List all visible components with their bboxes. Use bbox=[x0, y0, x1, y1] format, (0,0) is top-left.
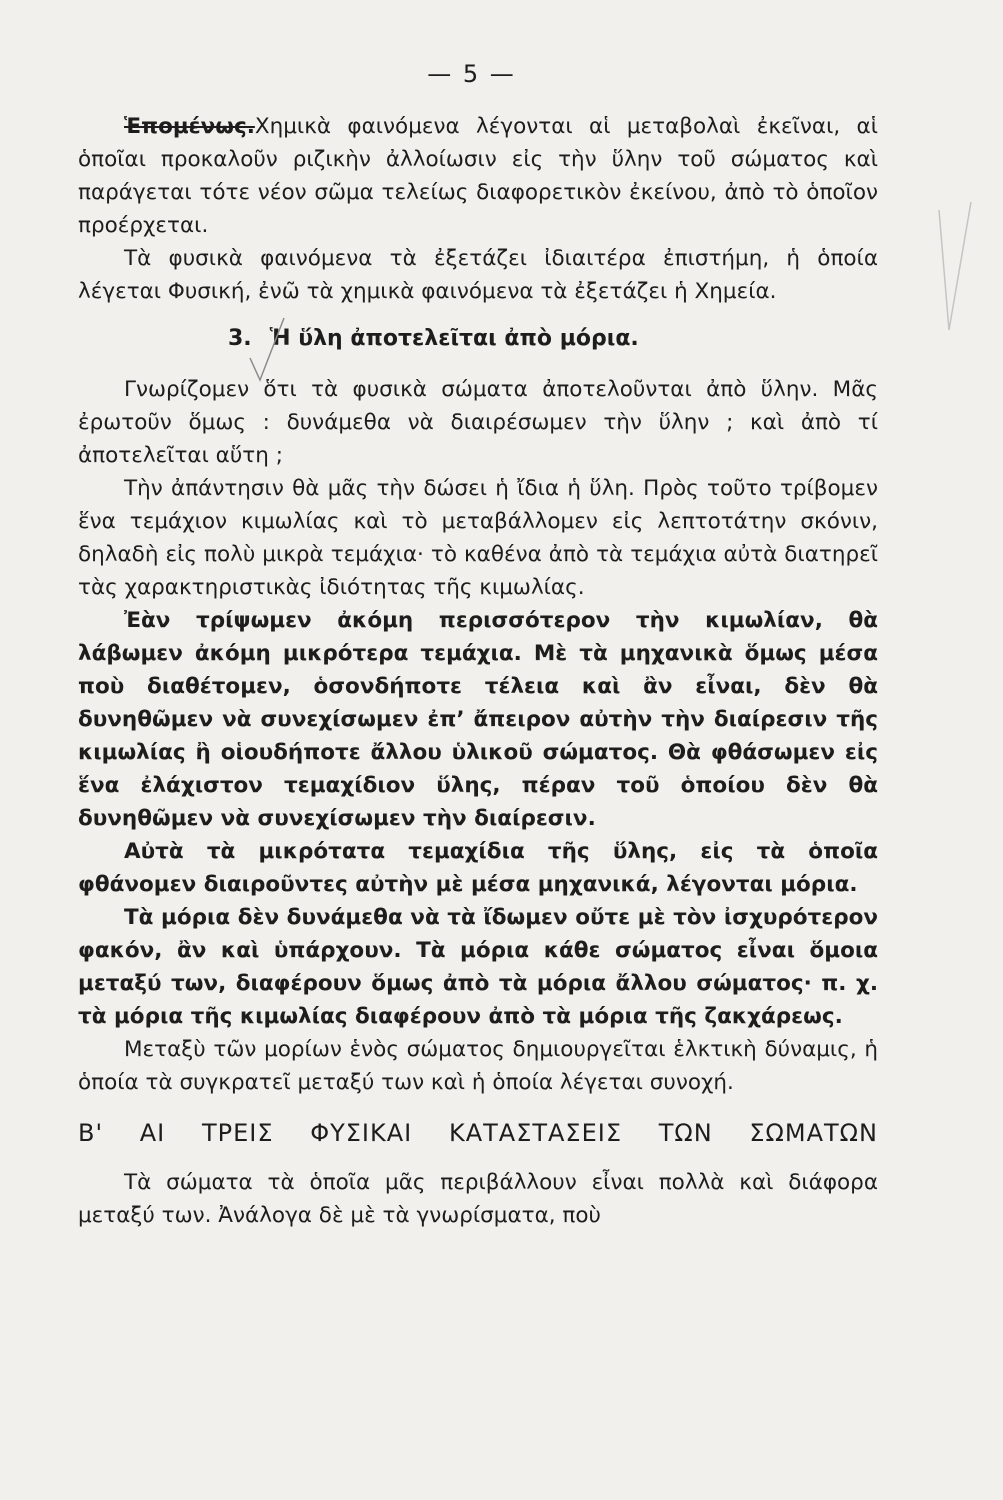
paragraph-molecules-properties: Τὰ μόρια δὲν δυνάμεθα νὰ τὰ ἴδωμεν οὔτε μὲ τὸν ἰσχυρότερον φακόν, ἂν καὶ ὑπάρχουν. Τὰ μόρια κάθε σώματος εἶναι ὅμοια μεταξύ των, διαφέρουν ὅμως ἀπὸ τὰ μόρια ἄλλου σώματος· π. χ. τὰ μόρια τῆς κιμωλίας διαφέρουν ἀπὸ τὰ μόρια τῆς ζακχάρεως. bbox=[78, 905, 878, 1029]
lead-word: Ἑπομένως. bbox=[124, 114, 255, 139]
part-heading-word: Β' bbox=[78, 1119, 104, 1147]
paragraph-chalk-experiment: Τὴν ἀπάντησιν θὰ μᾶς τὴν δώσει ἡ ἴδια ἡ ὕλη. Πρὸς τοῦτο τρίβομεν ἕνα τεμάχιον κιμωλίας καὶ τὸ μεταβάλλομεν εἰς λεπτοτάτην σκόνιν, δηλαδὴ εἰς πολὺ μικρὰ τεμάχια· τὸ καθένα ἀπὸ τὰ τεμάχια αὐτὰ διατηρεῖ τὰς χαρακτηριστικὰς ἰδιότητας τῆς κιμωλίας. bbox=[78, 476, 878, 600]
pencil-checkmark-icon bbox=[248, 314, 288, 384]
part-heading-word: ΤΡΕΙΣ bbox=[201, 1119, 274, 1147]
section-title: Ἡ ὕλη ἀποτελεῖται ἀπὸ μόρια. bbox=[269, 326, 639, 351]
paragraph-chemical-phenomena bbox=[78, 110, 878, 242]
paragraph-physics-chemistry: Τὰ φυσικὰ φαινόμενα τὰ ἐξετάζει ἰδιαιτέρα ἐπιστήμη, ἡ ὁποία λέγεται Φυσική, ἐνῶ τὰ χημικὰ φαινόμενα τὰ ἐξετάζει ἡ Χημεία. bbox=[78, 246, 878, 304]
section-number: 3. bbox=[228, 326, 252, 351]
section-heading bbox=[78, 322, 878, 355]
part-heading bbox=[78, 1117, 878, 1150]
paragraph-molecules-definition: Αὐτὰ τὰ μικρότατα τεμαχίδια τῆς ὕλης, εἰς τὰ ὁποῖα φθάνομεν διαιροῦντες αὐτὴν μὲ μέσα μηχανικά, λέγονται μόρια. bbox=[78, 839, 878, 897]
part-heading-word: ΤΩΝ bbox=[658, 1119, 713, 1147]
part-heading-word: ΑΙ bbox=[139, 1119, 166, 1147]
page-number: — 5 — bbox=[427, 60, 516, 88]
margin-pencil-mark-icon bbox=[935, 200, 975, 350]
part-heading-word: ΣΩΜΑΤΩΝ bbox=[749, 1119, 878, 1147]
paragraph-further-division: Ἐὰν τρίψωμεν ἀκόμη περισσότερον τὴν κιμωλίαν, θὰ λάβωμεν ἀκόμη μικρότερα τεμάχια. Μὲ τὰ μηχανικὰ ὅμως μέσα ποὺ διαθέτομεν, ὁσονδήποτε τέλεια καὶ ἂν εἶναι, δὲν θὰ δυνηθῶμεν νὰ συνεχίσωμεν ἐπ’ ἄπειρον αὐτὴν τὴν διαίρεσιν τῆς κιμωλίας ἢ οἱουδήποτε ἄλλου ὑλικοῦ σώματος. Θὰ φθάσωμεν εἰς ἕνα ἐλάχιστον τεμαχίδιον ὕλης, πέραν τοῦ ὁποίου δὲν θὰ δυνηθῶμεν νὰ συνεχίσωμεν τὴν διαίρεσιν. bbox=[78, 608, 878, 831]
paragraph-cohesion: Μεταξὺ τῶν μορίων ἑνὸς σώματος δημιουργεῖται ἑλκτικὴ δύναμις, ἡ ὁποία τὰ συγκρατεῖ μεταξύ των καὶ ἡ ὁποία λέγεται συνοχή. bbox=[78, 1037, 878, 1095]
paragraph-question: Γνωρίζομεν ὅτι τὰ φυσικὰ σώματα ἀποτελοῦνται ἀπὸ ὕλην. Μᾶς ἐρωτοῦν ὅμως : δυνάμεθα νὰ διαιρέσωμεν τὴν ὕλην ; καὶ ἀπὸ τί ἀποτελεῖται αὕτη ; bbox=[78, 377, 878, 468]
paragraph-bodies-around: Τὰ σώματα τὰ ὁποῖα μᾶς περιβάλλουν εἶναι πολλὰ καὶ διάφορα μεταξύ των. Ἀνάλογα δὲ μὲ τὰ γνωρίσματα, ποὺ bbox=[78, 1170, 878, 1228]
part-heading-word: ΦΥΣΙΚΑΙ bbox=[310, 1119, 413, 1147]
paragraph-text: Χημικὰ φαινόμενα λέγονται αἱ μεταβολαὶ ἐκεῖναι, αἱ ὁποῖαι προκαλοῦν ριζικὴν ἀλλοίωσιν εἰς τὴν ὕλην τοῦ σώματος καὶ παράγεται τότε νέον σῶμα τελείως διαφορετικὸν ἐκείνου, ἀπὸ τὸ ὁποῖον προέρχεται. bbox=[78, 114, 878, 238]
body-text bbox=[78, 110, 878, 1232]
part-heading-word: ΚΑΤΑΣΤΑΣΕΙΣ bbox=[448, 1119, 622, 1147]
